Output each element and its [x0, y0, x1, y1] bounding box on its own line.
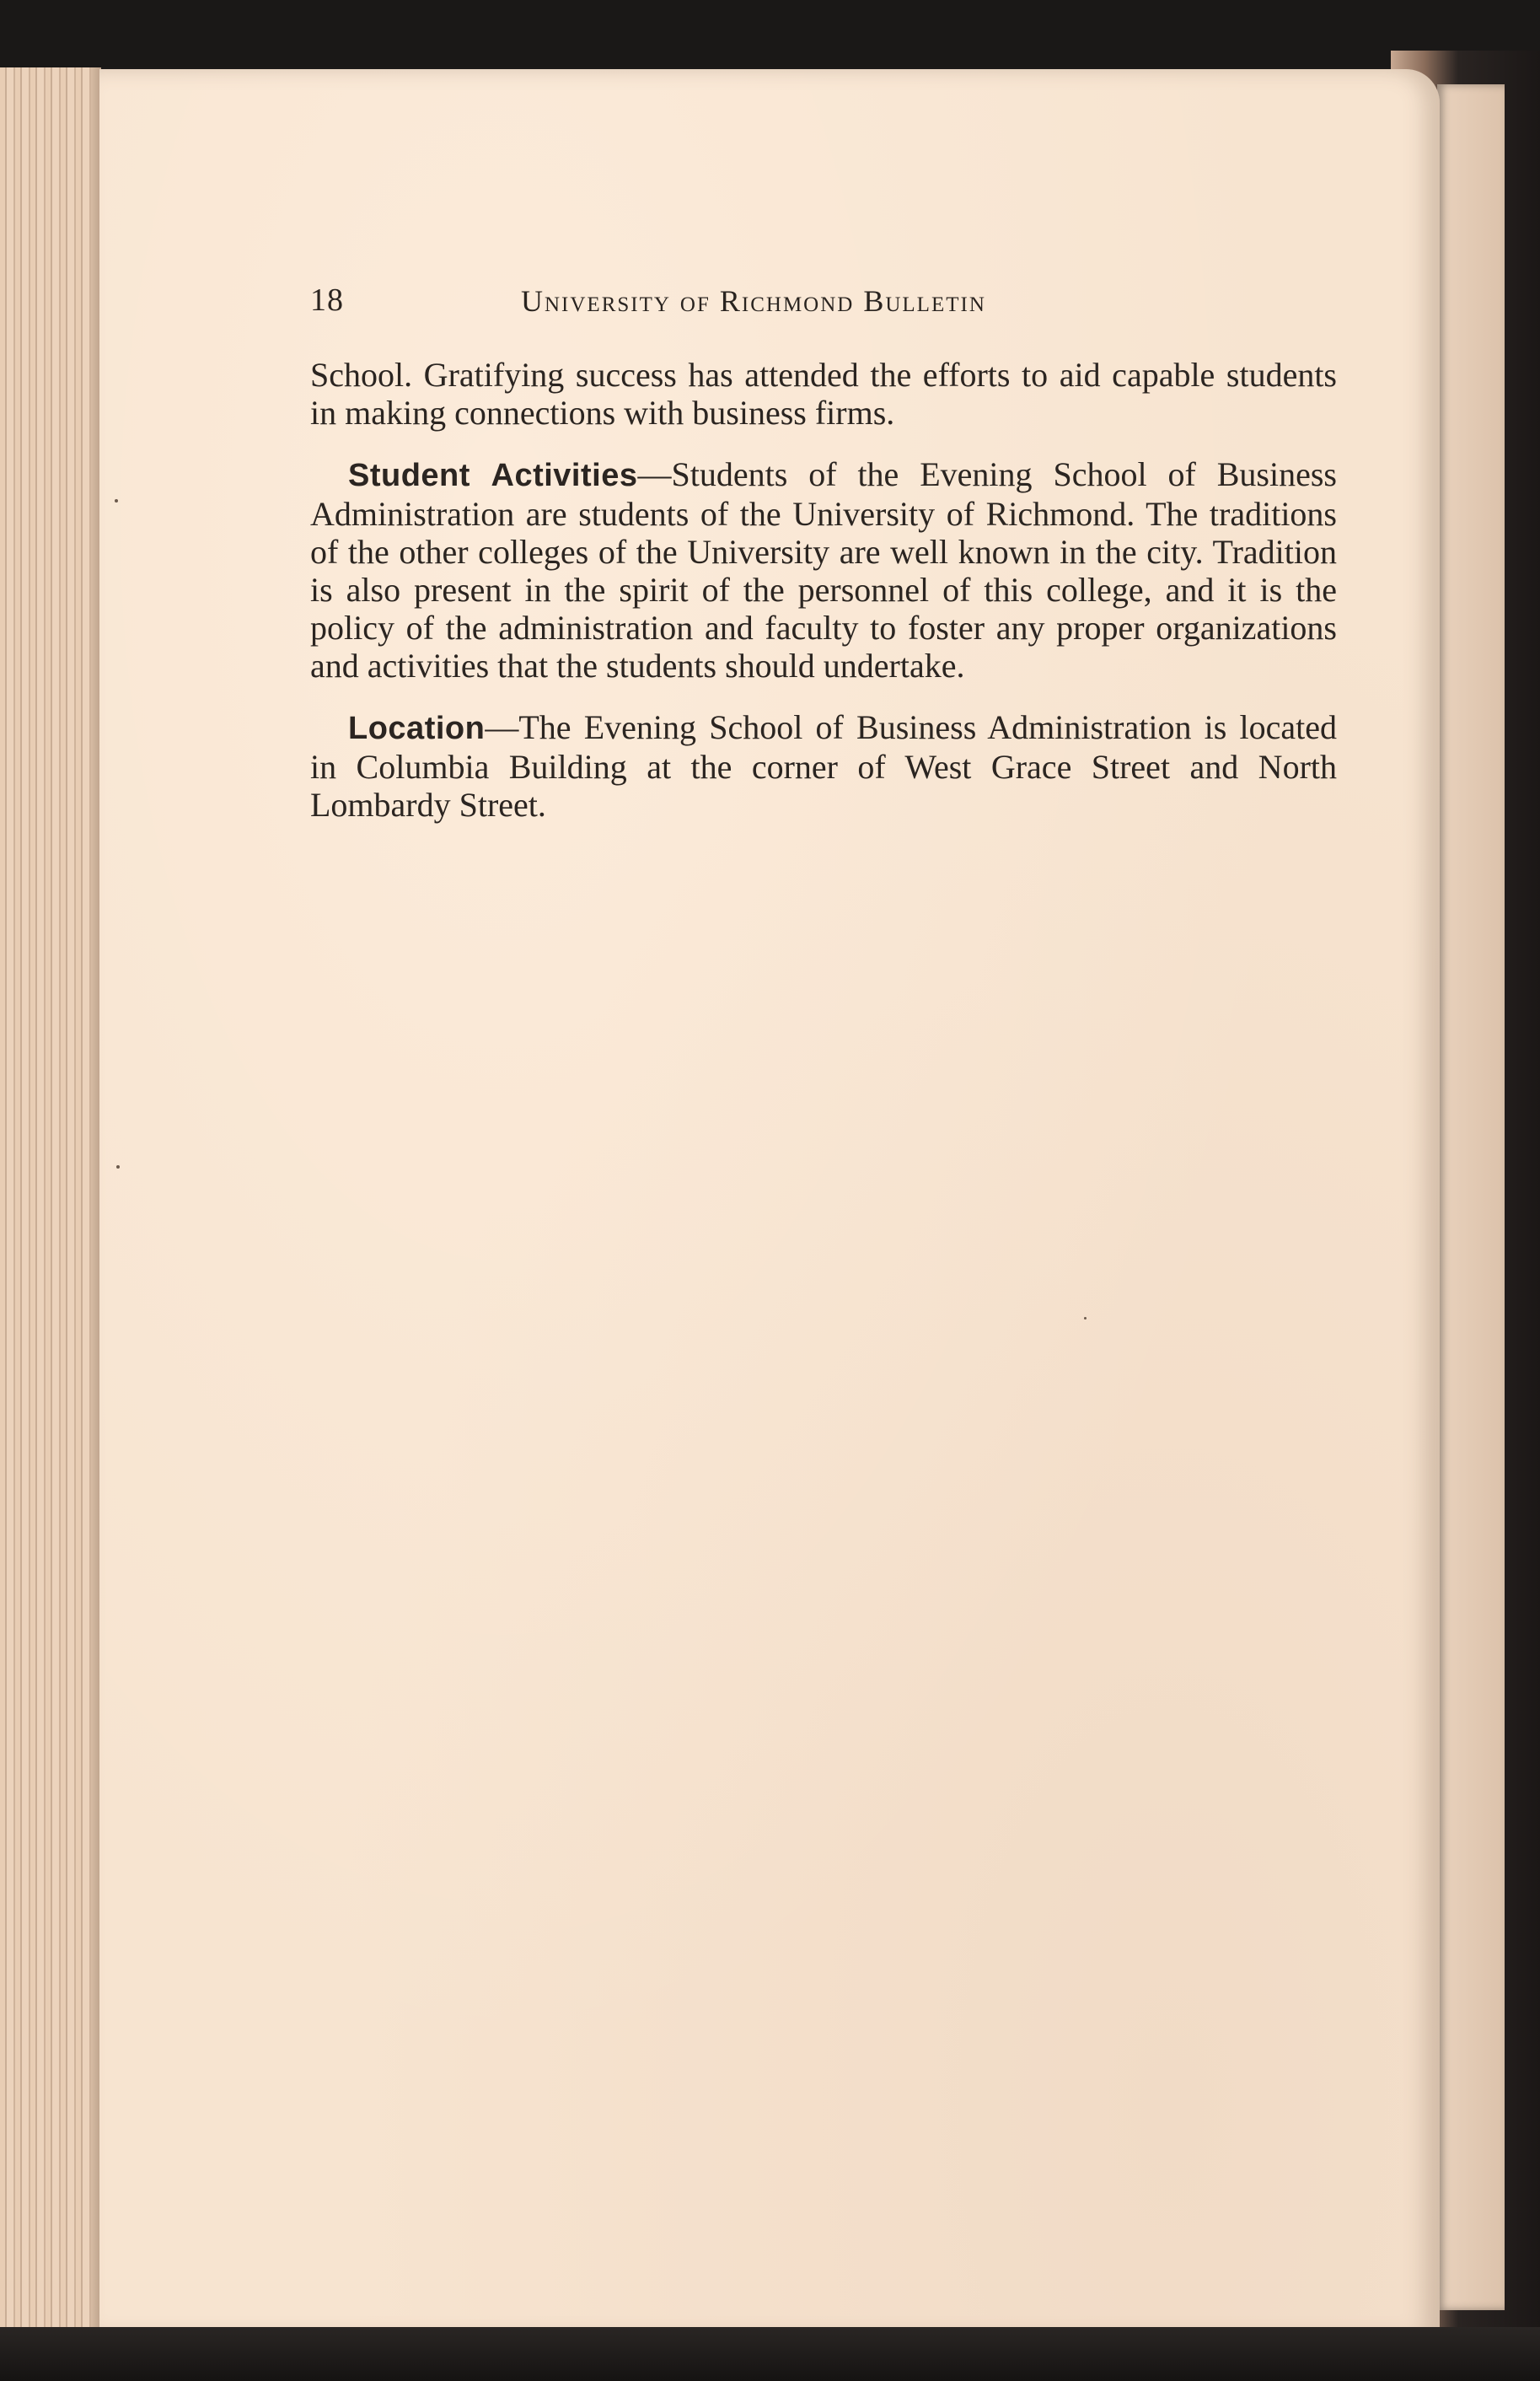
paper-speck [1084, 1317, 1087, 1319]
scan-top-border [0, 0, 1540, 67]
run-in-heading: Location [348, 711, 486, 746]
paragraph-text: —The Evening School of Business Administration is located in Columbia Building at the corner of West Grace Street and North Lombardy Street. [310, 708, 1337, 824]
paragraph-student-activities [310, 455, 1337, 685]
paragraph-text: School. Gratifying success has attended the efforts to aid capable students in making connections with business firms. [310, 356, 1337, 432]
page-number: 18 [310, 282, 344, 318]
page-header [310, 282, 1237, 332]
paper-speck [115, 499, 118, 503]
book-page [99, 69, 1440, 2337]
body-text [310, 356, 1337, 847]
run-in-heading: Student Activities [348, 458, 638, 493]
paragraph-text: —Students of the Evening School of Business Administration are students of the University of Richmond. The traditions of the other colleges of the University are well known in the city. Tradition is also present in the spirit of the personnel of this college, and it is the policy of the administration and faculty to foster any proper organizations and activities that the students should undertake. [310, 455, 1338, 685]
running-title: University of Richmond Bulletin [521, 284, 986, 318]
stacked-page-edges [0, 67, 101, 2335]
scan-bottom-border [0, 2327, 1540, 2381]
paragraph-continuation [310, 356, 1337, 432]
paragraph-location [310, 708, 1337, 824]
paper-speck [116, 1165, 120, 1169]
facing-page-edge [1437, 84, 1505, 2310]
